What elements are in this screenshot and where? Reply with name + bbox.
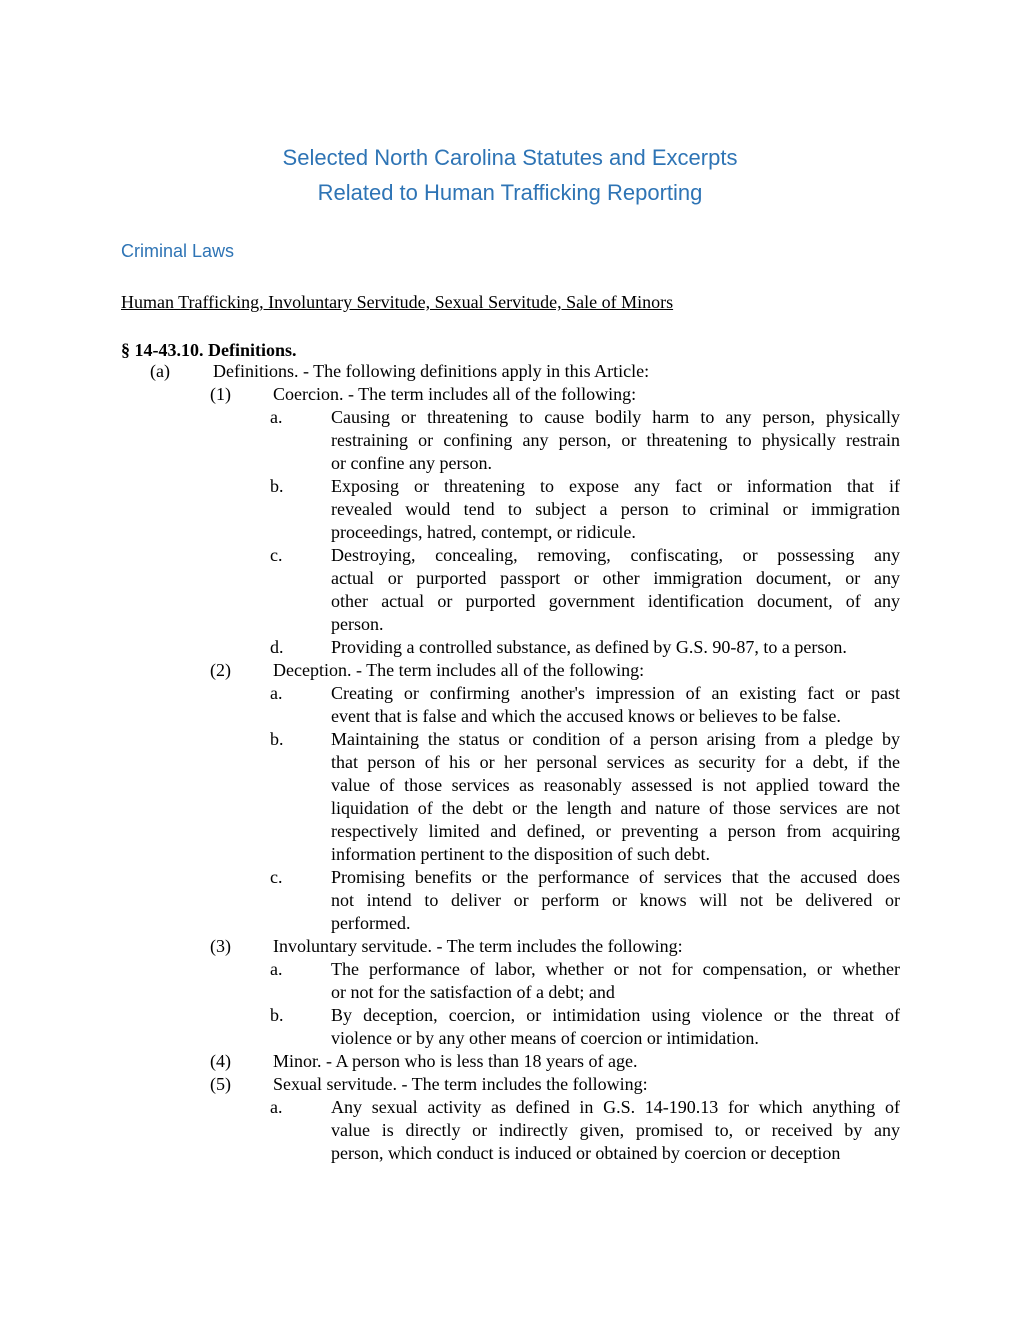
item-line: proceedings, hatred, contempt, or ridicule. <box>331 522 636 542</box>
item-line: that person of his or her personal services as security for a debt, if the <box>331 752 900 772</box>
item-line: performed. <box>331 913 411 933</box>
statute-heading: § 14-43.10. Definitions. <box>121 340 297 360</box>
item-marker: c. <box>270 867 283 887</box>
item-line: Any sexual activity as defined in G.S. 14-190.13 for which anything of <box>331 1097 900 1117</box>
item-line: respectively limited and defined, or preventing a person from acquiring <box>331 821 900 841</box>
definition-text: Deception. - The term includes all of the following: <box>273 660 645 680</box>
item-line: other actual or purported government identification document, of any <box>331 591 900 611</box>
subsection-heading: Human Trafficking, Involuntary Servitude, Sexual Servitude, Sale of Minors <box>121 292 674 312</box>
intro-marker: (a) <box>150 361 170 381</box>
item-line: liquidation of the debt or the length and nature of those services are not <box>331 798 900 818</box>
item-marker: b. <box>270 476 284 496</box>
item-marker: a. <box>270 959 283 979</box>
item-line: Exposing or threatening to expose any fact or information that if <box>331 476 900 496</box>
item-line: person. <box>331 614 384 634</box>
definition-marker: (3) <box>210 936 231 956</box>
item-line: value is directly or indirectly given, promised to, or received by any <box>331 1120 900 1140</box>
item-line: or confine any person. <box>331 453 492 473</box>
item-line: revealed would tend to subject a person to criminal or immigration <box>331 499 900 519</box>
item-line: value of those services as reasonably assessed is not applied toward the <box>331 775 900 795</box>
item-line: violence or by any other means of coercion or intimidation. <box>331 1028 759 1048</box>
title-line-2: Related to Human Trafficking Reporting <box>317 180 703 205</box>
item-line: Creating or confirming another's impression of an existing fact or past <box>331 683 900 703</box>
item-marker: b. <box>270 729 284 749</box>
item-line: The performance of labor, whether or not for compensation, or whether <box>331 959 900 979</box>
item-line: Causing or threatening to cause bodily harm to any person, physically <box>331 407 900 427</box>
definition-marker: (4) <box>210 1051 231 1071</box>
item-marker: a. <box>270 407 283 427</box>
definition-text: Involuntary servitude. - The term includes the following: <box>273 936 683 956</box>
definition-marker: (5) <box>210 1074 231 1094</box>
item-line: or not for the satisfaction of a debt; and <box>331 982 615 1002</box>
item-line: By deception, coercion, or intimidation using violence or the threat of <box>331 1005 900 1025</box>
item-line: not intend to deliver or perform or knows will not be delivered or <box>331 890 900 910</box>
item-marker: c. <box>270 545 283 565</box>
item-marker: a. <box>270 683 283 703</box>
definition-marker: (2) <box>210 660 231 680</box>
item-line: actual or purported passport or other immigration document, or any <box>331 568 900 588</box>
item-line: event that is false and which the accused knows or believes to be false. <box>331 706 841 726</box>
title-line-1: Selected North Carolina Statutes and Excerpts <box>282 145 738 170</box>
intro-text: Definitions. - The following definitions apply in this Article: <box>213 361 650 381</box>
definition-text: Coercion. - The term includes all of the following: <box>273 384 637 404</box>
item-line: information pertinent to the disposition of such debt. <box>331 844 710 864</box>
section-heading: Criminal Laws <box>121 241 235 261</box>
definition-text: Sexual servitude. - The term includes the following: <box>273 1074 648 1094</box>
item-marker: b. <box>270 1005 284 1025</box>
definition-text: Minor. - A person who is less than 18 years of age. <box>273 1051 638 1071</box>
item-marker: a. <box>270 1097 283 1117</box>
item-line: Providing a controlled substance, as defined by G.S. 90-87, to a person. <box>331 637 847 657</box>
item-line: restraining or confining any person, or threatening to physically restrain <box>331 430 900 450</box>
item-marker: d. <box>270 637 284 657</box>
item-line: person, which conduct is induced or obtained by coercion or deception <box>331 1143 841 1163</box>
item-line: Destroying, concealing, removing, confiscating, or possessing any <box>331 545 900 565</box>
item-line: Maintaining the status or condition of a person arising from a pledge by <box>331 729 900 749</box>
definition-marker: (1) <box>210 384 231 404</box>
item-line: Promising benefits or the performance of services that the accused does <box>331 867 900 887</box>
